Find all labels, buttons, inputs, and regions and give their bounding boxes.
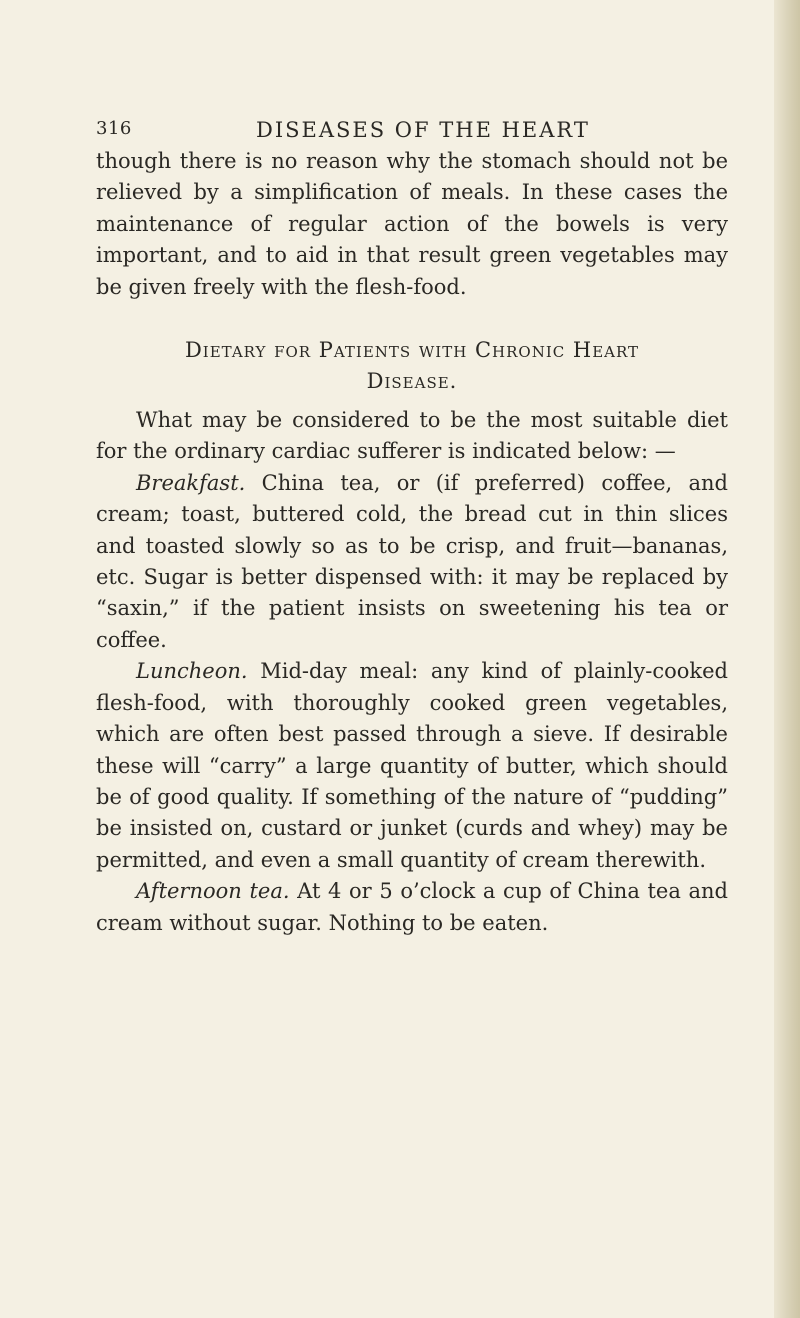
paragraph-breakfast (96, 468, 728, 656)
section-heading (96, 335, 728, 397)
section-heading-line-1: Dietary for Patients with Chronic Heart (184, 338, 640, 363)
page-body (96, 146, 728, 939)
section-heading-line-2: Disease. (366, 369, 458, 394)
page-number: 316 (96, 118, 132, 139)
paragraph-intro: What may be considered to be the most suitable diet for the ordinary cardiac sufferer is indicated below: — (96, 408, 728, 464)
page-edge-shadow (774, 0, 800, 1318)
luncheon-label: Luncheon. (136, 659, 248, 684)
paragraph-afternoon-tea (96, 876, 728, 939)
page-header (96, 118, 736, 148)
running-title: DISEASES OF THE HEART (256, 118, 590, 142)
paragraph-continuation: though there is no reason why the stomach should not be relieved by a simplification of meals. In these cases the maintenance of regular action of the bowels is very important, and to aid in that result green vegetables may be given freely with the flesh-food. (96, 149, 728, 299)
afternoon-tea-label: Afternoon tea. (136, 879, 290, 904)
heading-spacer (96, 397, 728, 405)
afternoon-tea-text: At 4 or 5 o’clock a cup of China tea and cream without sugar. Nothing to be eaten. (96, 879, 728, 935)
paragraph-luncheon (96, 656, 728, 876)
breakfast-text: China tea, or (if preferred) coffee, and cream; toast, buttered cold, the bread cut in thin slices and toasted slowly so as to be crisp, and fruit—bananas, etc. Sugar is better dispensed with: it may be replaced by “saxin,” if the patient insists on sweetening his tea or coffee. (96, 470, 728, 652)
luncheon-text: Mid-day meal: any kind of plainly-cooked flesh-food, with thoroughly cooked green vegetables, which are often best passed through a sieve. If desirable these will “carry” a large quantity of butter, which should be of good quality. If something of the nature of “pudding” be insisted on, custard or junket (curds and whey) may be permitted, and even a small quantity of cream therewith. (96, 659, 728, 872)
breakfast-label: Breakfast. (136, 470, 246, 495)
